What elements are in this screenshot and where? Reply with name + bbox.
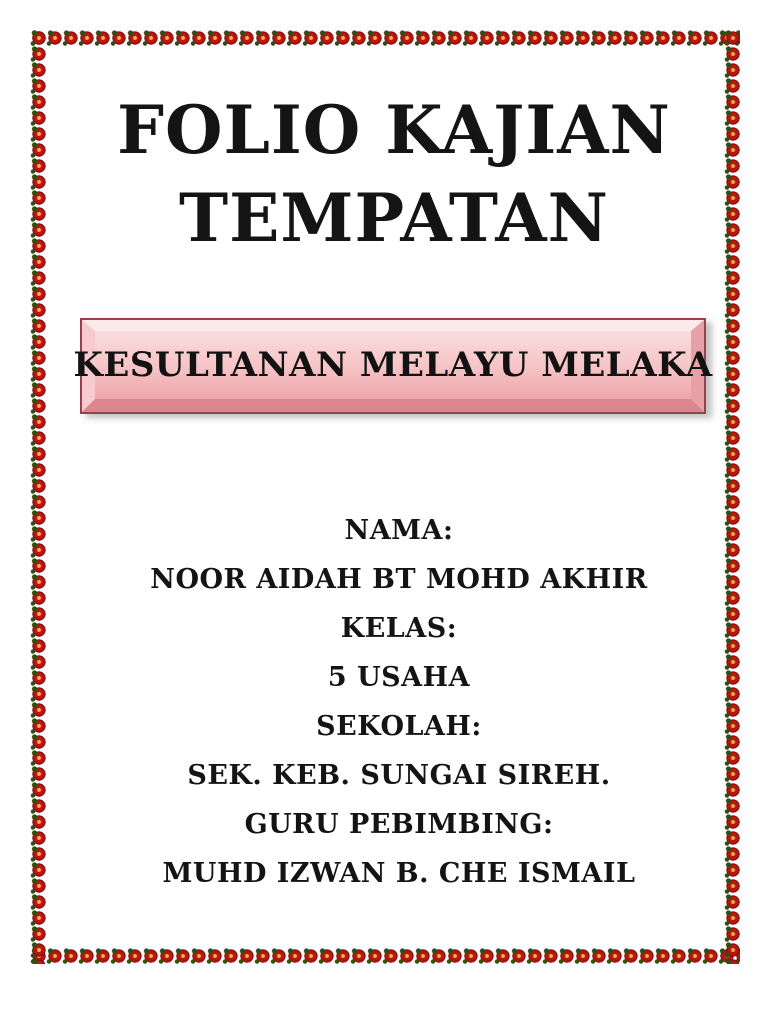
info-line-guru-value: MUHD IZWAN B. CHE ISMAIL — [162, 858, 636, 889]
page-title — [48, 86, 740, 262]
flower-border-bottom-icon — [30, 948, 740, 964]
info-line-guru-label: GURU PEBIMBING: — [244, 809, 554, 840]
topic-banner-label: KESULTANAN MELAYU MELAKA — [73, 345, 713, 385]
flower-border-left-icon — [30, 30, 46, 964]
info-line-nama-value: NOOR AIDAH BT MOHD AKHIR — [150, 564, 648, 595]
page-title-line2: TEMPATAN — [179, 179, 609, 257]
flower-border-top-icon — [30, 30, 740, 46]
info-line-kelas-label: KELAS: — [340, 613, 458, 644]
topic-banner-bevel — [73, 320, 713, 412]
student-info-block — [48, 506, 750, 898]
info-line-sekolah-label: SEKOLAH: — [316, 711, 482, 742]
info-line-kelas-value: 5 USAHA — [327, 662, 471, 693]
topic-banner-plate — [73, 318, 713, 414]
page-title-line1: FOLIO KAJIAN — [117, 91, 671, 169]
info-line-nama-label: NAMA: — [344, 515, 454, 546]
info-line-sekolah-value: SEK. KEB. SUNGAI SIREH. — [187, 760, 611, 791]
